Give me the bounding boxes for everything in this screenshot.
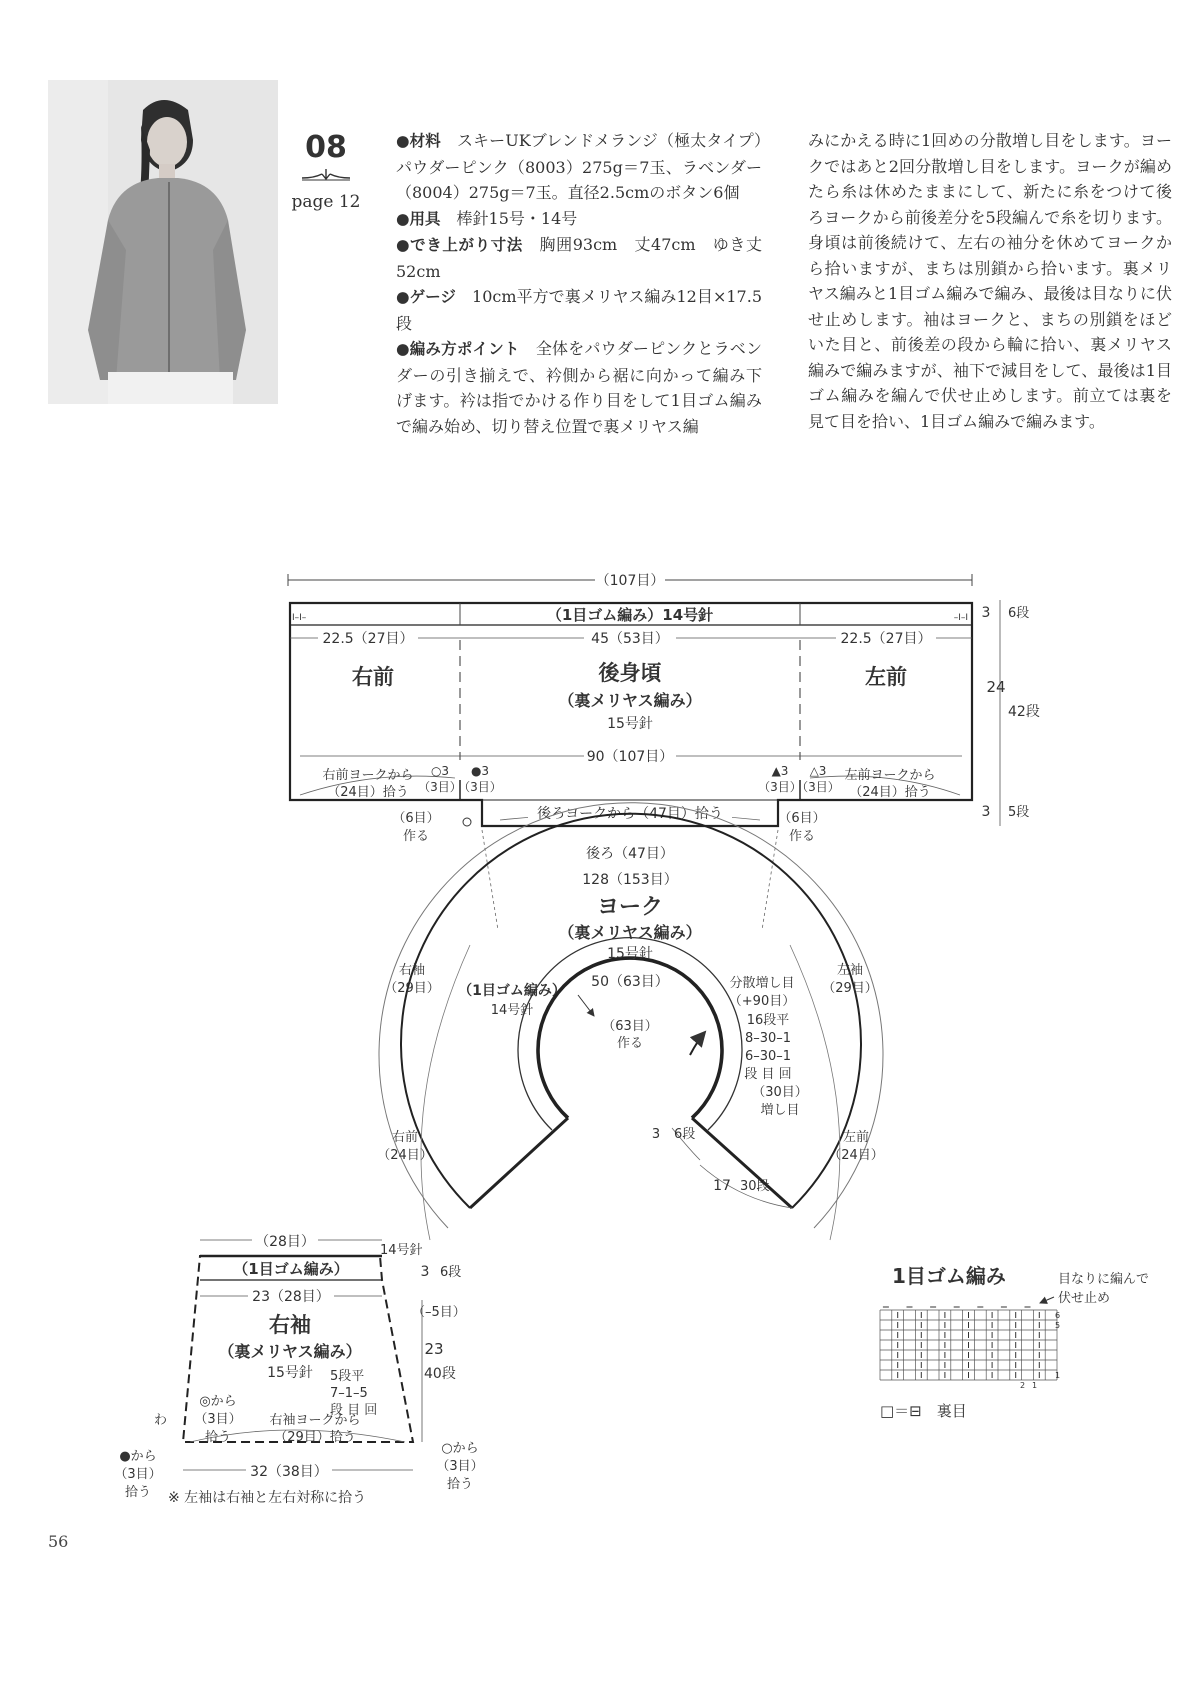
yoke-left-sleeve: 左袖 (836, 963, 864, 978)
back-yoke-pickup: 後ろヨークから（47目）拾う (537, 806, 723, 822)
yoke-height-rows: 30段 (740, 1179, 770, 1194)
page-number: 56 (48, 1532, 69, 1551)
mark-3-stitches-c: （3目） (758, 780, 802, 794)
yoke-right-sleeve: 右袖 (398, 963, 426, 978)
sleeve-needle-15: 15号針 (267, 1365, 313, 1381)
yoke-outer-width: 128（153目） (582, 872, 678, 888)
body-rib-height: 3 (981, 605, 991, 621)
sleeve-bottom-width: 32（38目） (250, 1464, 328, 1480)
sleeve-rib-width: 23（28目） (252, 1289, 330, 1305)
gauge-label: ●ゲージ (396, 288, 456, 306)
sleeve-from-open-circle-n: （3目） (436, 1459, 484, 1474)
increase-line-4: 段 目 回 (744, 1067, 792, 1082)
sleeve-height: 23 (424, 1340, 444, 1358)
mark-triangle-3: ▲3 (771, 764, 789, 778)
gusset-left-make: 作る (402, 829, 430, 844)
yoke-right-sleeve-count: （29目） (384, 981, 440, 996)
sleeve-rule-2: 7–1–5 (330, 1386, 368, 1401)
sleeve-title: 右袖 (269, 1313, 311, 1337)
yoke-rib-height: 3 (651, 1127, 661, 1142)
left-front-pickup-count: （24目）拾う (849, 785, 931, 800)
right-front-pickup: 右前ヨークから (322, 768, 414, 783)
rib-chart (880, 1264, 1149, 1420)
rib-chart-title: 1目ゴム編み (892, 1264, 1006, 1288)
sleeve-diagram (114, 1230, 483, 1506)
rib-chart-legend: □＝⊟ 裏目 (880, 1402, 967, 1420)
body-height-rows: 42段 (1008, 704, 1040, 720)
sleeve-needle-14: 14号針 (380, 1243, 423, 1258)
points-label: ●編み方ポイント (396, 340, 520, 358)
tools-text: 棒針15号・14号 (456, 208, 578, 228)
sleeve-stitch: （裏メリヤス編み） (218, 1342, 362, 1361)
yoke-left-sleeve-count: （29目） (822, 981, 878, 996)
yoke-right-edge (692, 1118, 792, 1208)
increase-line-1: 16段平 (746, 1013, 790, 1028)
page-reference: page 12 (291, 192, 361, 212)
gusset-left: （6目） (392, 811, 440, 826)
mark-dot-3: ●3 (470, 764, 490, 778)
mark-3-stitches-b: （3目） (458, 780, 502, 794)
increase-line-2: 8–30–1 (744, 1031, 792, 1046)
tools-label: ●用具 (396, 209, 441, 228)
increase-title: 分散増し目 (729, 976, 795, 991)
left-front-pickup: 左前ヨークから (844, 768, 936, 783)
sleeve-rule-3: 段 目 回 (330, 1403, 378, 1418)
rib-mark-right: –I–I (953, 613, 968, 623)
gauge-text: 10cm平方で裏メリヤス編み12目×17.5段 (396, 287, 762, 333)
rib-chart-row-6: 6 (1055, 1311, 1061, 1320)
body-bottom-height: 3 (981, 804, 991, 820)
sleeve-yoke-pickup-count: （29目）拾う (274, 1430, 356, 1445)
yoke-left-front-count: （24目） (828, 1148, 884, 1163)
sleeve-decrease: （–5目） (412, 1305, 466, 1320)
sleeve-yoke-pickup: 右袖ヨークから (269, 1413, 361, 1428)
yoke-needle: 15号針 (607, 946, 653, 962)
yoke-cast-on: （63目） (602, 1019, 658, 1034)
materials-label: ●材料 (396, 132, 441, 150)
sleeve-height-rows: 40段 (424, 1366, 456, 1382)
pattern-number: 08 (305, 130, 347, 165)
yoke-inner-width: 50（63目） (591, 974, 669, 990)
rib-chart-row-1: 1 (1055, 1371, 1061, 1380)
rib-chart-col-2: 2 (1020, 1381, 1026, 1390)
yoke-height: 17 (713, 1178, 731, 1194)
rib-chart-grid (880, 1307, 1057, 1380)
body-rib-rows: 6段 (1008, 606, 1030, 621)
sleeve-from-double-circle: ◎から (199, 1394, 237, 1409)
right-front-width: 22.5（27目） (322, 631, 414, 647)
yoke-right-front: 右前 (391, 1130, 419, 1145)
yoke-rib-rows: 6段 (674, 1127, 696, 1142)
sleeve-from-dot-pick: 拾う (124, 1485, 152, 1500)
sleeve-from-dot: ●から (119, 1449, 157, 1464)
yoke-right-front-count: （24目） (377, 1148, 433, 1163)
mark-3-stitches-a: （3目） (418, 780, 462, 794)
sleeve-rule-1: 5段平 (330, 1369, 365, 1384)
right-front-pickup-count: （24目）拾う (327, 785, 409, 800)
right-front-label: 右前 (352, 665, 394, 689)
gusset-right: （6目） (778, 811, 826, 826)
left-front-width: 22.5（27目） (840, 631, 932, 647)
yoke-left-edge (470, 1118, 568, 1208)
points-text-1: 全体をパウダーピンクとラベンダーの引き揃えで、衿側から裾に向かって編み下げます。衿は指でかける作り目をして1目ゴム編みで編み始め、切り替え位置で裏メリヤス編 (396, 339, 762, 436)
points-text-2: みにかえる時に1回めの分散増し目をします。ヨークではあと2回分散増し目をします。ヨークが編めたら糸は休めたままにして、新たに糸をつけて後ろヨークから前後差分を5段編んで糸を切ります。身頃は前後続けて、左右の袖分を休めてヨークから拾いますが、まちは別鎖から拾います。裏メリヤス編みと1目ゴム編みで編み、最後は目なりに伏せ止めします。袖はヨークと、まちの別鎖をほどいた目と、前後差の段から輪に拾い、裏メリヤス編みで編みますが、袖下で減目をして、最後は1目ゴム編みを編んで伏せ止めします。前立ては裏を見て目を拾い、1目ゴム編みで編みます。 (808, 131, 1172, 431)
sleeve-wa: わ (154, 1413, 168, 1428)
yoke-diagram (377, 803, 884, 1240)
mark-open-circle-3: ○3 (430, 764, 450, 778)
sleeve-from-double-circle-pick: 拾う (204, 1430, 232, 1445)
mark-open-triangle-3: △3 (809, 764, 827, 778)
size-label: ●でき上がり寸法 (396, 236, 523, 254)
yoke-rib-label: （1目ゴム編み） (458, 983, 566, 999)
rib-chart-col-1: 1 (1032, 1381, 1038, 1390)
yoke-cast-on-make: 作る (616, 1036, 644, 1051)
sleeve-rib-height: 3 (420, 1264, 430, 1280)
sleeve-from-double-circle-n: （3目） (194, 1412, 242, 1427)
sleeve-rib-label: （1目ゴム編み） (233, 1260, 349, 1278)
increase-count: （+90目） (728, 994, 796, 1009)
rib-chart-row-5: 5 (1055, 1321, 1061, 1330)
sleeve-rib-rows: 6段 (440, 1265, 462, 1280)
yoke-title: ヨーク (596, 895, 664, 920)
sleeve-note: ※ 左袖は右袖と左右対称に拾う (168, 1490, 367, 1506)
back-body-stitch: （裏メリヤス編み） (558, 691, 702, 710)
body-bottom-rows: 5段 (1008, 805, 1030, 820)
increase-line-5: （30目） (752, 1085, 808, 1100)
rib-mark-left: I–I– (292, 613, 307, 623)
yoke-left-front: 左前 (842, 1130, 870, 1145)
back-body-needle: 15号針 (607, 716, 653, 732)
sleeve-from-dot-n: （3目） (114, 1467, 162, 1482)
sleeve-from-open-circle-pick: 拾う (446, 1477, 474, 1492)
body-height: 24 (986, 678, 1006, 696)
increase-line-6: 増し目 (760, 1103, 800, 1118)
yoke-back-count: 後ろ（47目） (586, 846, 674, 862)
body-rib-label: （1目ゴム編み）14号針 (546, 606, 714, 624)
sleeve-top-width: （28目） (255, 1234, 315, 1250)
sleeve-from-open-circle: ○から (441, 1441, 479, 1456)
materials-text: スキーUKブレンドメランジ（極太タイプ）パウダーピンク（8003）275g＝7玉、ラベンダー（8004）275g＝7玉。直径2.5cmのボタン6個 (396, 131, 762, 202)
rib-chart-note-1: 目なりに編んで (1058, 1272, 1150, 1287)
size-text: 胸囲93cm 丈47cm ゆき丈52cm (396, 235, 762, 281)
back-width: 45（53目） (591, 631, 669, 647)
yoke-stitch: （裏メリヤス編み） (558, 923, 702, 942)
yoke-outer-dimension (379, 803, 883, 1228)
left-front-label: 左前 (865, 665, 907, 689)
increase-line-3: 6–30–1 (744, 1049, 792, 1064)
body-bottom-width: 90（107目） (586, 749, 674, 765)
gusset-right-make: 作る (788, 829, 816, 844)
body-total-width: （107目） (595, 573, 665, 589)
mark-3-stitches-d: （3目） (796, 780, 840, 794)
yoke-rib-needle: 14号針 (490, 1003, 534, 1018)
rib-chart-note-2: 伏せ止め (1058, 1291, 1111, 1306)
back-body-title: 後身頃 (598, 661, 662, 685)
